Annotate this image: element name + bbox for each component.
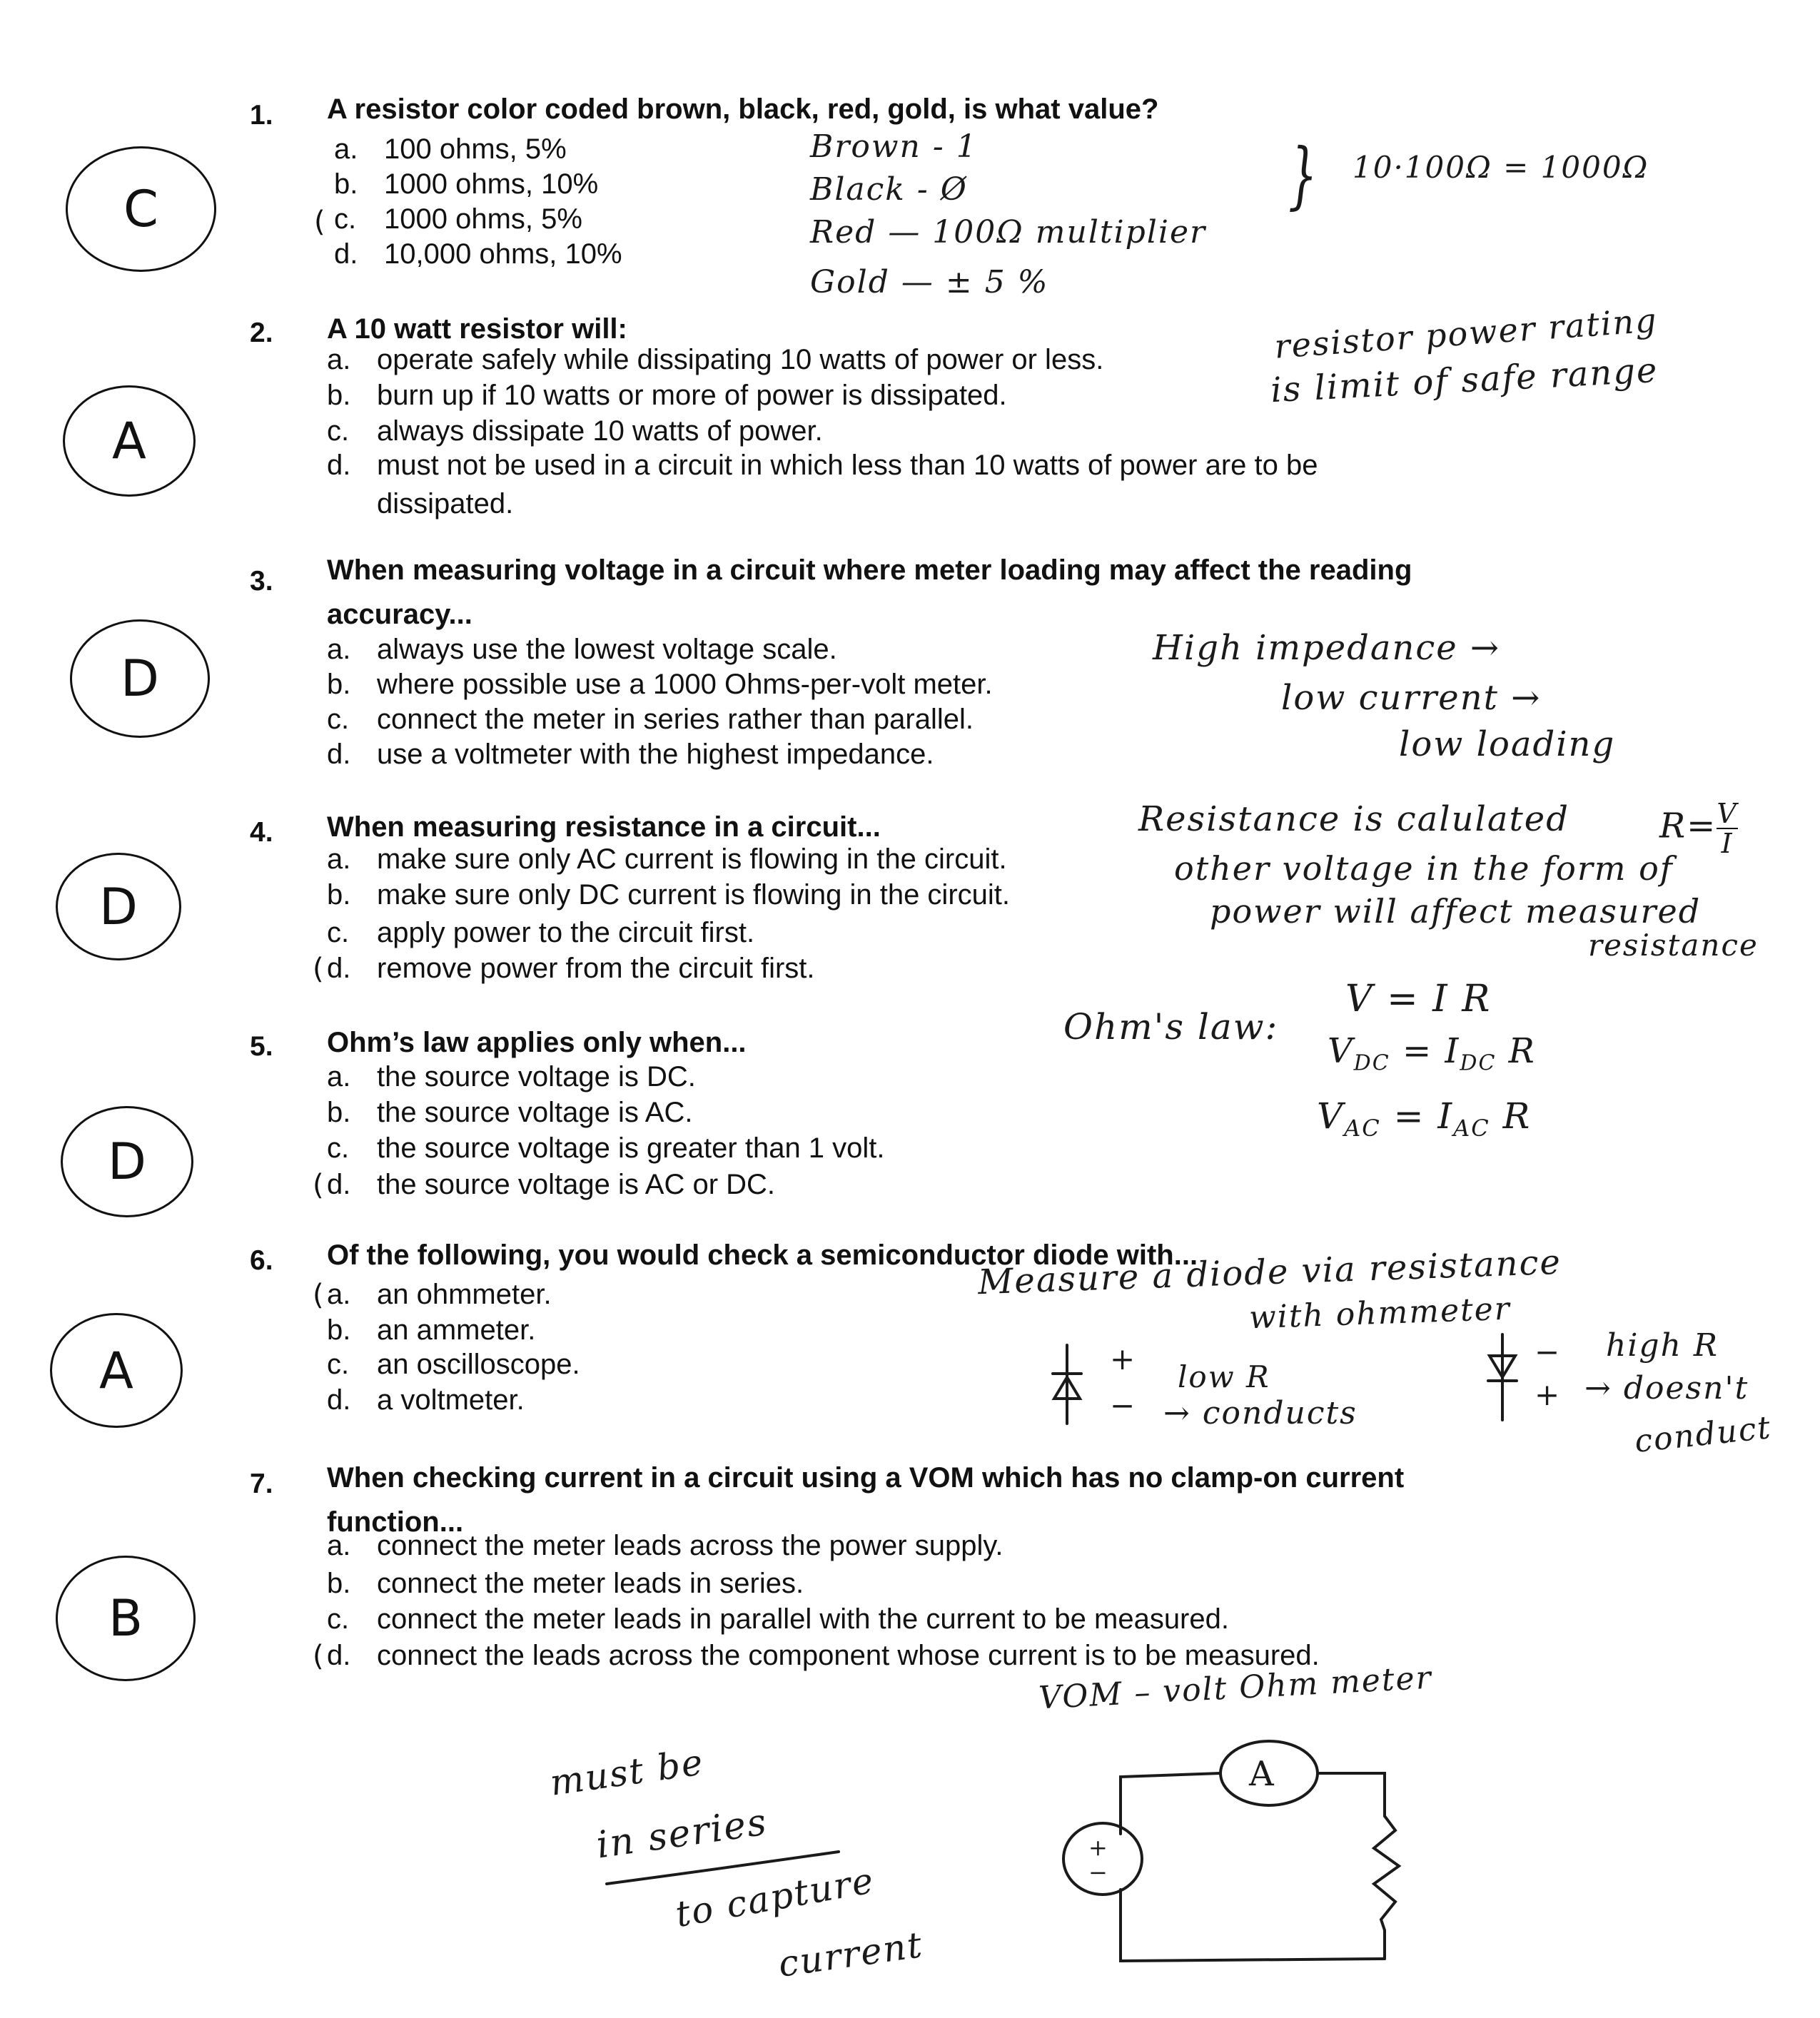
formula-denominator: I xyxy=(1721,828,1734,859)
note-q6-rev-plus: + xyxy=(1535,1377,1562,1412)
note-q7-ammeter-label: A xyxy=(1249,1754,1275,1794)
q6-answer-circle: A xyxy=(50,1313,183,1428)
option-text: connect the leads across the component whose current is to be measured. xyxy=(377,1640,1320,1671)
eq2-mid: = I xyxy=(1402,1031,1460,1071)
option-letter: d. xyxy=(327,1640,351,1671)
note-q6-rev-result2: conduct xyxy=(1632,1409,1774,1460)
note-q3-line1: High impedance → xyxy=(1153,628,1501,668)
question-2-number: 2. xyxy=(250,318,273,348)
note-q1-gold: Gold — ± 5 % xyxy=(810,264,1049,300)
eq2-end: R xyxy=(1508,1031,1536,1071)
option-letter: b. xyxy=(334,168,358,200)
note-q1-brown: Brown - 1 xyxy=(810,128,978,165)
note-q6-fwd-r: low R xyxy=(1178,1359,1270,1394)
option-text: the source voltage is greater than 1 volt. xyxy=(377,1132,885,1164)
q4-answer-circle: D xyxy=(56,853,181,960)
option-text: the source voltage is DC. xyxy=(377,1061,696,1092)
option-letter: d. xyxy=(327,450,351,481)
question-7-line-2: function... xyxy=(327,1506,464,1538)
option-letter: b. xyxy=(327,669,351,700)
option-letter: c. xyxy=(327,1132,350,1164)
eq2-v: V xyxy=(1328,1031,1354,1071)
note-q1-red: Red — 100Ω multiplier xyxy=(810,214,1207,250)
option-text: an oscilloscope. xyxy=(377,1349,580,1380)
option-text: always use the lowest voltage scale. xyxy=(377,634,837,665)
question-5-number: 5. xyxy=(250,1031,273,1062)
formula-numerator: V xyxy=(1717,798,1738,829)
option-letter: b. xyxy=(327,380,351,411)
option-letter: d. xyxy=(327,1384,351,1416)
eq3-mid: = I xyxy=(1393,1095,1454,1137)
option-text: must not be used in a circuit in which less than 10 watts of power are to be xyxy=(377,450,1318,481)
option-letter: c. xyxy=(327,415,350,447)
note-q7-vom: VOM – volt Ohm meter xyxy=(1038,1659,1433,1717)
eq3-sub2: AC xyxy=(1453,1115,1490,1142)
option-text: where possible use a 1000 Ohms-per-volt meter. xyxy=(377,669,993,700)
note-q6-line2: with ohmmeter xyxy=(1248,1290,1512,1337)
option-text: a voltmeter. xyxy=(377,1384,525,1416)
option-text-continued: dissipated. xyxy=(377,488,514,519)
note-q7-line3: to capture xyxy=(672,1859,878,1936)
option-letter: a. xyxy=(327,344,351,375)
diode-forward-icon xyxy=(1053,1345,1081,1424)
q3-answer-circle: D xyxy=(70,619,210,738)
note-q4-line1: Resistance is calulated xyxy=(1138,799,1569,839)
q2-answer-circle: A xyxy=(63,385,196,497)
option-letter: a. xyxy=(327,634,351,665)
option-letter: d. xyxy=(327,739,351,770)
question-5-text: Ohm’s law applies only when... xyxy=(327,1027,747,1058)
note-q4-line4: resistance xyxy=(1588,928,1759,963)
note-q7-source-plus: + xyxy=(1088,1834,1109,1861)
note-q3-line2: low current → xyxy=(1281,678,1542,718)
series-underline xyxy=(607,1852,839,1884)
note-q6-rev-r: high R xyxy=(1606,1327,1719,1364)
note-q7-line4: current xyxy=(775,1924,926,1985)
note-q1-result: 10·100Ω = 1000Ω xyxy=(1353,150,1649,185)
eq2-sub: DC xyxy=(1353,1050,1390,1076)
note-q6-fwd-plus: + xyxy=(1110,1342,1137,1376)
question-1-number: 1. xyxy=(250,100,273,131)
option-text: burn up if 10 watts or more of power is dissipated. xyxy=(377,380,1007,411)
note-q7-source-minus: − xyxy=(1088,1859,1109,1886)
option-text: make sure only DC current is flowing in the circuit. xyxy=(377,879,1010,911)
eq2-sub2: DC xyxy=(1460,1050,1497,1076)
option-letter: c. xyxy=(334,203,357,235)
option-letter: a. xyxy=(327,843,351,875)
option-text: 1000 ohms, 10% xyxy=(384,168,599,200)
option-letter: a. xyxy=(327,1279,351,1310)
option-letter: a. xyxy=(334,133,358,165)
question-4-text: When measuring resistance in a circuit... xyxy=(327,811,881,843)
option-letter: a. xyxy=(327,1061,351,1092)
note-q5-eq1: V = I R xyxy=(1345,978,1492,1020)
eq3-sub: AC xyxy=(1344,1115,1381,1142)
option-text: 1000 ohms, 5% xyxy=(384,203,582,235)
option-letter: b. xyxy=(327,1314,351,1346)
note-q7-line1: must be xyxy=(547,1741,707,1804)
question-3-line-2: accuracy... xyxy=(327,599,472,630)
q5-selected-mark: ( xyxy=(313,1169,324,1202)
note-q1-black: Black - Ø xyxy=(810,171,968,208)
option-letter: b. xyxy=(327,879,351,911)
note-q6-fwd-result: → conducts xyxy=(1163,1395,1358,1431)
option-text: connect the meter leads across the power supply. xyxy=(377,1530,1003,1561)
question-2-text: A 10 watt resistor will: xyxy=(327,313,627,345)
option-letter: c. xyxy=(327,1603,350,1635)
question-3-number: 3. xyxy=(250,566,273,597)
question-6-text: Of the following, you would check a semiconductor diode with... xyxy=(327,1239,1198,1271)
note-q4-line2: other voltage in the form of xyxy=(1174,849,1674,888)
option-text: an ohmmeter. xyxy=(377,1279,552,1310)
note-q6-fwd-minus: − xyxy=(1110,1388,1137,1423)
question-6-number: 6. xyxy=(250,1245,273,1276)
question-3-line-1: When measuring voltage in a circuit where meter loading may affect the reading xyxy=(327,554,1412,586)
q4-selected-mark: ( xyxy=(313,953,324,985)
note-q3-line3: low loading xyxy=(1399,724,1616,764)
q1-selected-mark: ( xyxy=(314,206,325,238)
note-q2-line2: is limit of safe range xyxy=(1269,350,1659,411)
question-7-line-1: When checking current in a circuit using a VOM which has no clamp-on current xyxy=(327,1462,1405,1494)
option-letter: d. xyxy=(327,1169,351,1200)
option-letter: b. xyxy=(327,1568,351,1599)
q6-selected-mark: ( xyxy=(313,1279,324,1312)
note-q6-rev-result1: → doesn't xyxy=(1584,1370,1749,1406)
q7-answer-circle: B xyxy=(56,1556,196,1681)
option-letter: c. xyxy=(327,917,350,948)
note-q7-line2: in series xyxy=(593,1800,771,1867)
question-7-number: 7. xyxy=(250,1469,273,1499)
option-text: make sure only AC current is flowing in the circuit. xyxy=(377,843,1007,875)
option-text: operate safely while dissipating 10 watts of power or less. xyxy=(377,344,1104,375)
option-text: 100 ohms, 5% xyxy=(384,133,567,165)
q5-answer-circle: D xyxy=(61,1106,193,1217)
option-text: the source voltage is AC or DC. xyxy=(377,1169,776,1200)
note-q5-label: Ohm's law: xyxy=(1063,1006,1279,1048)
option-letter: d. xyxy=(327,953,351,984)
q7-selected-mark: ( xyxy=(313,1640,324,1673)
option-text: connect the meter in series rather than parallel. xyxy=(377,704,974,735)
option-text: apply power to the circuit first. xyxy=(377,917,755,948)
option-text: use a voltmeter with the highest impedance. xyxy=(377,739,934,770)
q1-answer-circle: C xyxy=(66,146,216,272)
question-4-number: 4. xyxy=(250,817,273,848)
option-letter: d. xyxy=(334,238,358,270)
note-q2-line1: resistor power rating xyxy=(1273,300,1659,366)
note-q1-brace: } xyxy=(1288,133,1319,219)
option-text: connect the meter leads in series. xyxy=(377,1568,804,1599)
option-letter: c. xyxy=(327,1349,350,1380)
question-1-text: A resistor color coded brown, black, red, gold, is what value? xyxy=(327,93,1159,125)
option-text: 10,000 ohms, 10% xyxy=(384,238,622,270)
ammeter-circuit-diagram xyxy=(1063,1741,1399,1961)
option-letter: a. xyxy=(327,1530,351,1561)
note-q6-line1: Measure a diode via resistance xyxy=(977,1242,1562,1303)
formula-lhs: R= xyxy=(1659,806,1717,846)
note-q6-rev-minus: − xyxy=(1535,1334,1562,1369)
eq3-v: V xyxy=(1317,1095,1345,1137)
option-text: remove power from the circuit first. xyxy=(377,953,815,984)
option-letter: c. xyxy=(327,704,350,735)
note-q4-line3: power will affect measured xyxy=(1210,892,1702,931)
option-text: connect the meter leads in parallel with the current to be measured. xyxy=(377,1603,1229,1635)
option-text: always dissipate 10 watts of power. xyxy=(377,415,823,447)
eq3-end: R xyxy=(1502,1095,1532,1137)
diode-reverse-icon xyxy=(1488,1334,1517,1420)
option-text: an ammeter. xyxy=(377,1314,536,1346)
option-text: the source voltage is AC. xyxy=(377,1097,693,1128)
option-letter: b. xyxy=(327,1097,351,1128)
